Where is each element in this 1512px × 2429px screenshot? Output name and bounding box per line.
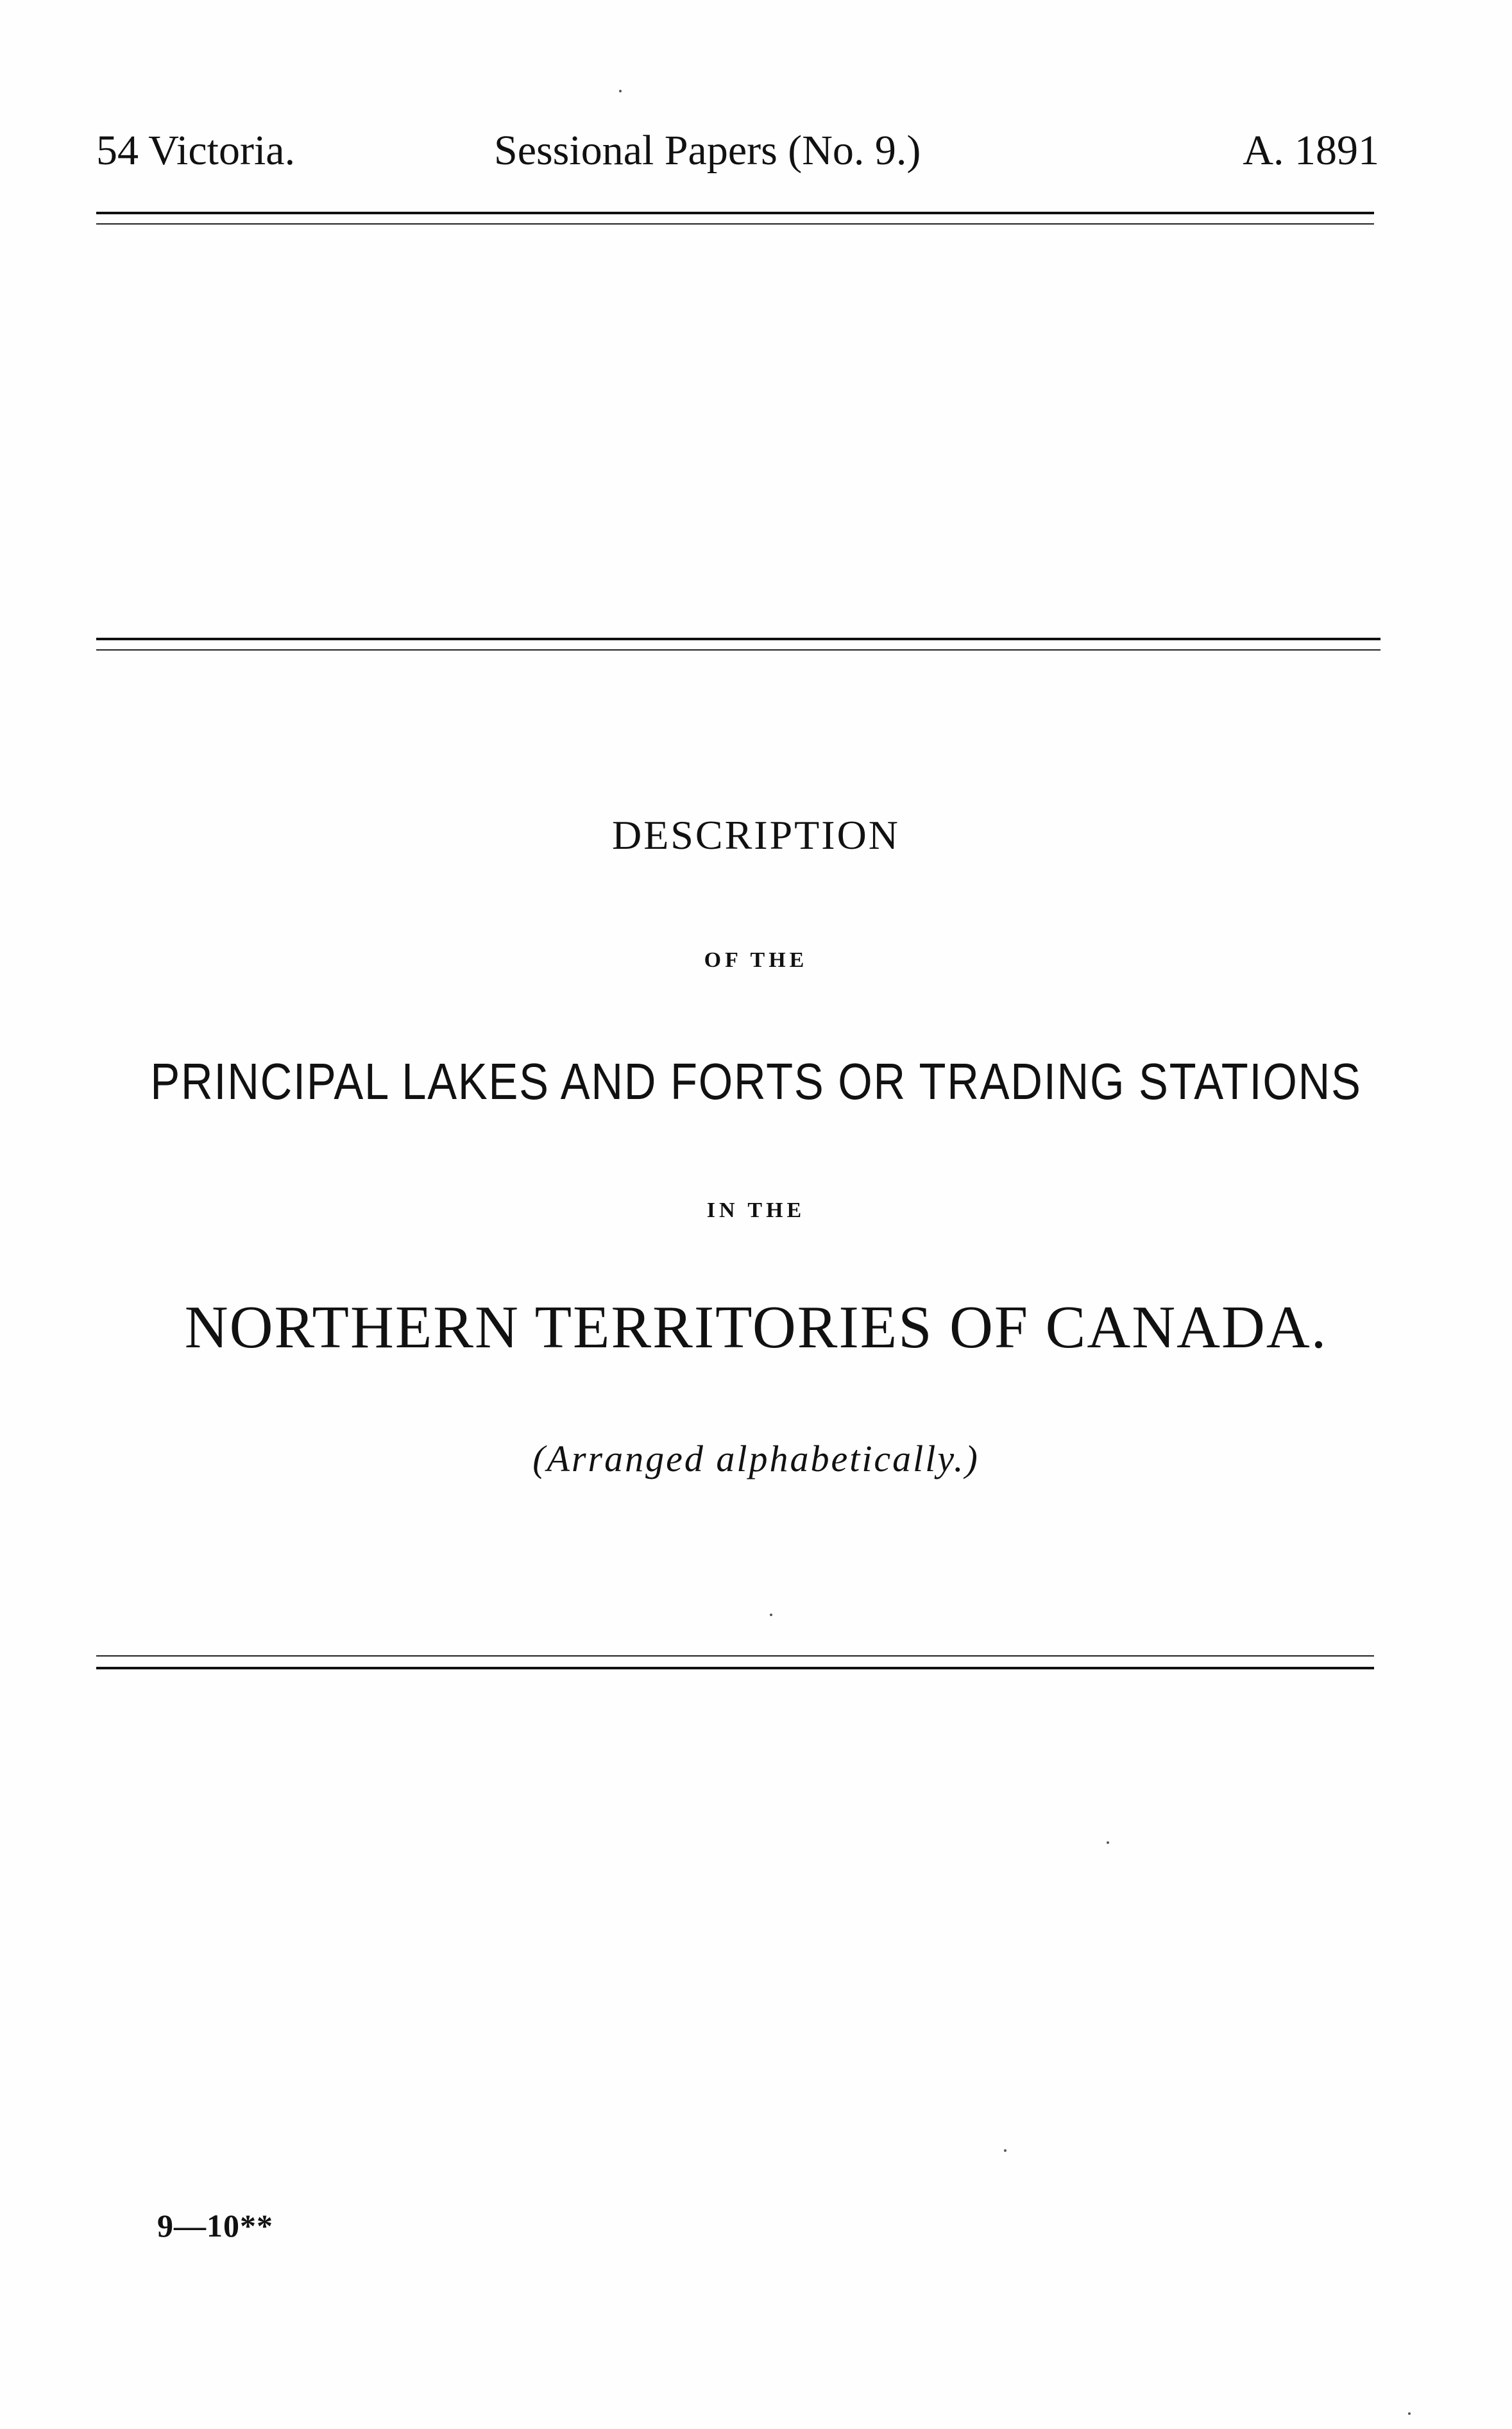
scan-speck — [770, 1614, 772, 1616]
upper-rule-bottom — [96, 649, 1380, 651]
signature-mark: 9—10** — [157, 2208, 273, 2244]
header-rule-top — [96, 212, 1374, 214]
title-northern-territories: NORTHERN TERRITORIES OF CANADA. — [184, 1294, 1328, 1361]
header-session-year: 54 Victoria. — [96, 127, 296, 174]
title-arranged-note: (Arranged alphabetically.) — [532, 1438, 980, 1479]
header-year: A. 1891 — [1243, 127, 1379, 174]
lower-rule-bottom — [96, 1667, 1374, 1669]
lower-rule-top — [96, 1655, 1374, 1657]
upper-rule-top — [96, 638, 1380, 640]
header-sessional-papers: Sessional Papers (No. 9.) — [494, 127, 921, 174]
title-of-the: OF THE — [704, 948, 808, 972]
title-description: DESCRIPTION — [611, 812, 901, 858]
running-header — [96, 122, 1379, 180]
header-rule-bottom — [96, 223, 1374, 225]
title-in-the: IN THE — [706, 1198, 806, 1222]
scan-speck — [1107, 1841, 1109, 1844]
title-principal-lakes: PRINCIPAL LAKES AND FORTS OR TRADING STATIONS — [150, 1053, 1362, 1110]
scan-speck — [1408, 2412, 1411, 2415]
scan-speck — [619, 90, 622, 92]
scan-speck — [1004, 2149, 1007, 2152]
